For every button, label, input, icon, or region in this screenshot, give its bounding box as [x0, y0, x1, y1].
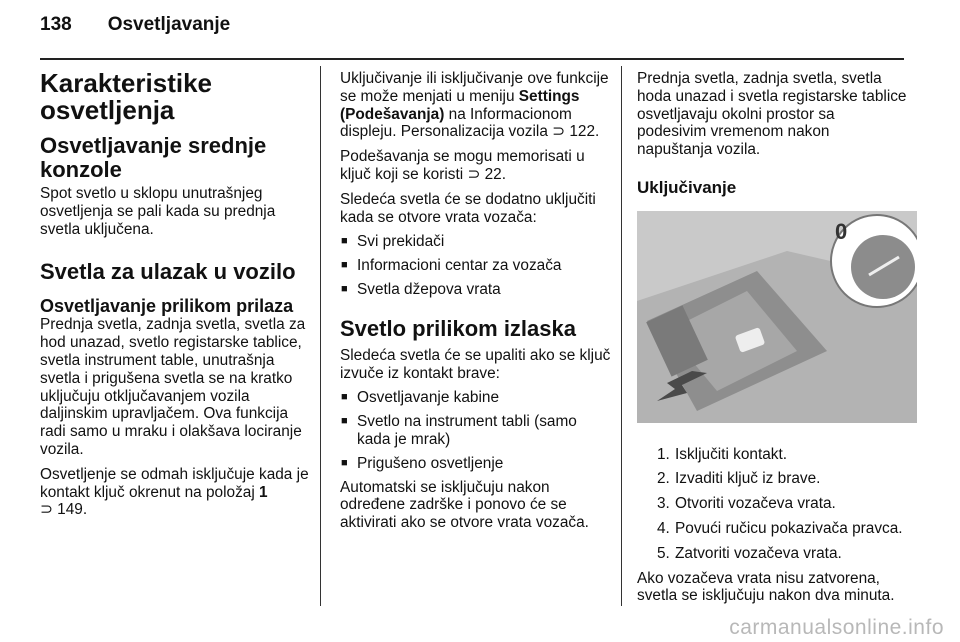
column-divider: [621, 66, 622, 606]
subsection-heading: Svetlo prilikom izlaska: [340, 315, 576, 341]
step-list: [637, 446, 907, 563]
list-item: 3. Otvoriti vozačeva vrata.: [657, 495, 836, 513]
subsection-heading: Svetla za ulazak u vozilo: [40, 259, 296, 285]
list-item: ■ Svi prekidači: [340, 233, 612, 251]
paragraph: Podešavanja se mogu memorisati u ključ koji se koristi ⊃ 22.: [340, 148, 585, 183]
sub-subsection-heading: Uključivanje: [637, 177, 737, 197]
column-2: [340, 70, 612, 539]
paragraph: Sledeća svetla će se upaliti ako se ključ izvuče iz kontakt brave:: [340, 346, 611, 382]
paragraph: Ako vozačeva vrata nisu zatvorena, svetla se isključuju nakon dva minuta.: [637, 569, 895, 605]
dial-label: 0: [835, 218, 848, 244]
list-item: 2. Izvaditi ključ iz brave.: [657, 470, 821, 488]
list-item: ■ Svetla džepova vrata: [340, 281, 612, 299]
paragraph: Automatski se isključuju nakon određene zadrške i ponovo će se aktivirati ako se otvore vrata vozača.: [340, 478, 589, 532]
page-number: 138: [40, 14, 72, 35]
subsection-heading: Osvetljavanje srednje konzole: [40, 133, 267, 182]
list-item: 4. Povući ručicu pokazivača pravca.: [657, 519, 903, 537]
list-item: 1. Isključiti kontakt.: [657, 445, 788, 463]
list-item: ■ Osvetljavanje kabine: [340, 389, 612, 407]
watermark: carmanualsonline.info: [729, 616, 944, 639]
chapter-title: Osvetljavanje: [107, 14, 231, 35]
list-item: ■ Informacioni centar za vozača: [340, 257, 612, 275]
page-header: [40, 14, 230, 36]
section-heading: Karakteristike osvetljenja: [40, 68, 212, 125]
header-rule: [40, 58, 904, 60]
paragraph: Spot svetlo u sklopu unutrašnjeg osvetljenja se pali kada su prednja svetla uključena.: [40, 185, 276, 238]
page-ref-icon[interactable]: ⊃: [40, 501, 58, 519]
turn-signal-lever-illustration: [637, 211, 917, 423]
paragraph: Osvetljenje se odmah isključuje kada je kontakt ključ okrenut na položaj 1 ⊃ 149.: [40, 465, 309, 519]
column-1: [40, 70, 310, 526]
list-item: 5. Zatvoriti vozačeva vrata.: [657, 544, 842, 562]
list-item: ■ Prigušeno osvetljenje: [340, 455, 612, 473]
bullet-list: [340, 389, 612, 472]
bullet-list: [340, 233, 612, 298]
paragraph: Uključivanje ili isključivanje ove funkcije se može menjati u meniju Settings (Podešavanja) na Informacionom displeju. Personalizacija vozila ⊃ 122.: [340, 70, 609, 141]
page-ref-icon[interactable]: ⊃: [467, 165, 485, 183]
paragraph: Prednja svetla, zadnja svetla, svetla hoda unazad i svetla registarske tablice osvetljavaju okolni prostor sa podesivim vremenom nakon napuštanja vozila.: [637, 70, 907, 159]
paragraph: Sledeća svetla će se dodatno uključiti kada se otvore vrata vozača:: [340, 190, 596, 226]
page-ref-icon[interactable]: ⊃: [552, 123, 570, 141]
sub-subsection-heading: Osvetljavanje prilikom prilaza: [40, 296, 294, 317]
list-item: ■ Svetlo na instrument tabli (samo kada je mrak): [340, 413, 612, 449]
column-3: [637, 70, 907, 612]
column-divider: [320, 66, 321, 606]
paragraph: Prednja svetla, zadnja svetla, svetla za hod unazad, svetlo registarske tablice, svetla instrument table, unutrašnja svetla i prigušena svetla se na kratko uključuju otključavanjem vozila daljinskim upravljačem. Ova funkcija radi samo u mraku i olakšava lociranje vozila.: [40, 316, 306, 458]
